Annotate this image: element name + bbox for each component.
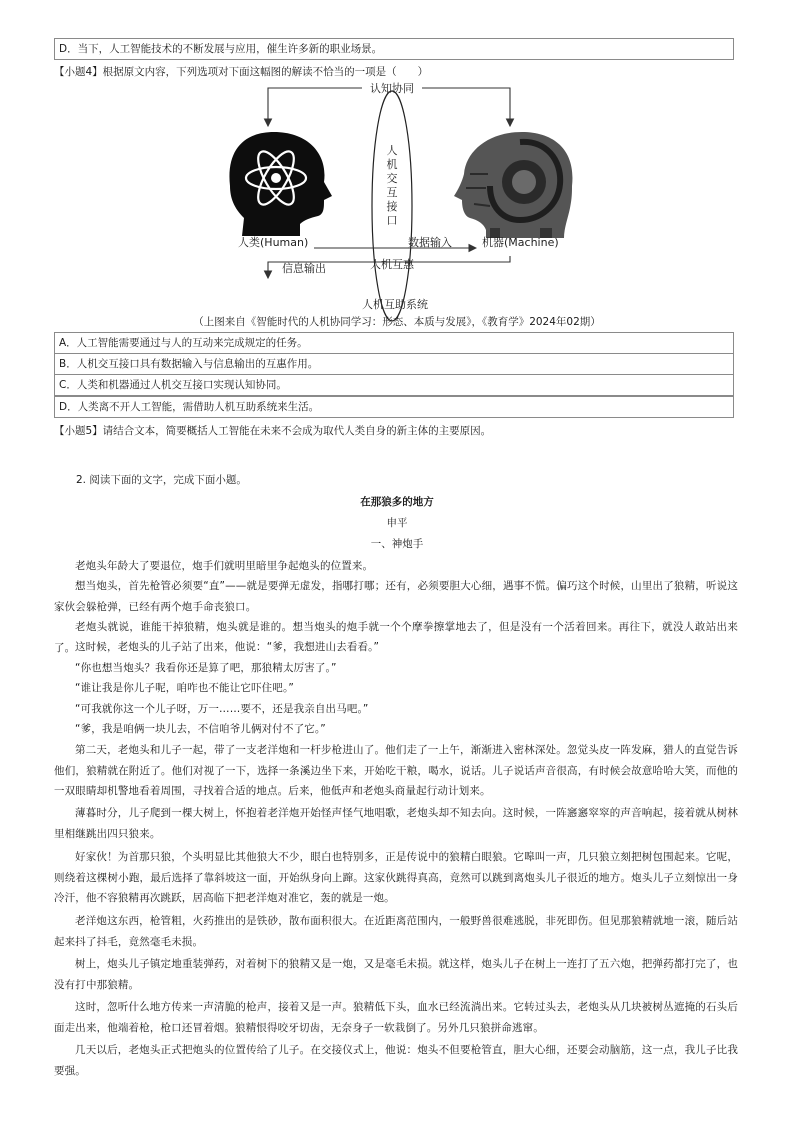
q5-stem: 【小题5】请结合文本，简要概括人工智能在未来不会成为取代人类自身的新主体的主要原因。 [54,425,492,437]
top-arrow-line-right [422,88,510,126]
q4-option-c: C．人类和机器通过人机交互接口实现认知协同。 [54,374,734,396]
svg-text:机: 机 [386,158,398,171]
top-arrow-line-left [268,88,362,126]
paragraph-10: 薄暮时分，儿子爬到一棵大树上，怀抱着老洋炮开始怪声怪气地唱歌，老炮头却不知去向。这时候，一阵窸窸窣窣的声音响起，接着就从树林里相继跳出四只狼来。 [54,807,738,840]
q4-option-b: B．人机交互接口具有数据输入与信息输出的互惠作用。 [54,353,734,375]
human-label: 人类(Human) [238,236,309,249]
paragraph-9: 第二天，老炮头和儿子一起，带了一支老洋炮和一杆步枪进山了。他们走了一上午，渐渐进入密林深处。忽觉头皮一阵发麻，猎人的直觉告诉他们，狼精就在附近了。他们对视了一下，选择一条溪边坐下来，开始吃干粮，喝水，说话。儿子说话声音很高，有时候会故意哈哈大笑，而他的一双眼睛却机警地看着周围，寻找着合适的地点。后来，他低声和老炮头商量起行动计划来。 [54,744,738,797]
story-author: 申平 [386,517,408,529]
section2-intro: 2. 阅读下面的文字，完成下面小题。 [76,474,247,486]
chapter-title: 一、神炮手 [370,538,424,550]
q4-option-d: D．人类离不开人工智能，需借助人机互助系统来生活。 [54,396,734,418]
svg-text:人: 人 [386,144,398,157]
q4-option-a: A．人工智能需要通过与人的互动来完成规定的任务。 [54,332,734,354]
paragraph-1: 老炮头年龄大了要退位，炮手们就明里暗里争起炮头的位置来。 [75,560,374,572]
paragraph-13: 树上，炮头儿子镇定地重装弹药，对着树下的狼精又是一炮，又是毫毛未损。就这样，炮头儿子在树上一连打了五六炮，把弹药都打完了，也没有打中那狼精。 [54,958,738,991]
paragraph-8: “爹，我是咱俩一块儿去，不信咱爷儿俩对付不了它。” [75,723,326,735]
human-machine-diagram [220,78,580,318]
q3-option-d: D．当下，人工智能技术的不断发展与应用，催生许多新的职业场景。 [54,38,734,60]
paragraph-12: 老洋炮这东西，枪管粗，火药推出的是铁砂，散布面积很大。在近距离范围内，一般野兽很难逃脱，非死即伤。但见那狼精就地一滚，随后站起来抖了抖毛，竟然毫毛未损。 [54,915,738,948]
info-output-label: 信息输出 [282,262,326,275]
interface-label [387,144,398,227]
machine-label: 机器(Machine) [482,236,559,249]
svg-text:接: 接 [386,200,398,213]
svg-text:交: 交 [386,172,398,185]
story-title: 在那狼多的地方 [360,496,434,508]
paragraph-3: 老炮头就说，谁能干掉狼精，炮头就是谁的。想当炮头的炮手就一个个摩拳擦掌地去了，但是没有一个活着回来。再往下，就没人敢站出来了。 [54,621,738,654]
diagram-source: （上图来自《智能时代的人机协同学习：形态、本质与发展》，《教育学》2024年02期） [193,316,601,328]
paragraph-14: 这时，忽听什么地方传来一声清脆的枪声，接着又是一声。狼精低下头，血水已经流淌出来。它转过头去，老炮头从几块被树丛遮掩的石头后面走出来，他端着枪，枪口还冒着烟。狼精恨得咬牙切齿，无奈身子一软栽倒了。另外几只狼拼命逃窜。 [54,1001,738,1034]
paragraph-6: “谁让我是你儿子呢，咱咋也不能让它吓住吧。” [75,682,294,694]
data-input-label: 数据输入 [408,236,452,249]
q4-stem: 【小题4】根据原文内容，下列选项对下面这幅图的解读不恰当的一项是（ ） [54,66,429,78]
svg-text:互: 互 [386,186,398,199]
paragraph-11: 好家伙！为首那只狼，个头明显比其他狼大不少，眼白也特别多，正是传说中的狼精白眼狼。它嗥叫一声，几只狼立刻把树包围起来。它呢，则绕着这棵树小跑，最后选择了靠斜坡这一面，开始纵身向上蹿。这家伙跳得真高，竟然可以跳到离炮头儿子很近的地方。炮头儿子立刻惊出一身冷汗，他不容狼精再次跳跃，居高临下把老洋炮对准它，轰的就是一炮。 [54,851,738,904]
paragraph-15: 几天以后，老炮头正式把炮头的位置传给了儿子。在交接仪式上，他说：炮头不但要枪管直，胆大心细，还要会动脑筋，这一点，我儿子比我要强。 [54,1044,738,1077]
paragraph-5: “你也想当炮头？我看你还是算了吧，那狼精太厉害了。” [75,662,337,674]
paragraph-4: 这时候，老炮头的儿子站了出来，他说：“爹，我想进山去看看。” [75,641,380,653]
paragraph-7: “可我就你这一个儿子呀，万一……要不，还是我亲自出马吧。” [75,703,369,715]
human-head-icon [229,132,332,236]
system-label: 人机互助系统 [362,298,428,311]
svg-text:口: 口 [386,214,398,227]
mutual-benefit-label: 人机互惠 [370,258,414,271]
paragraph-2: 想当炮头，首先枪管必须要“直”——就是要弹无虚发，指哪打哪；还有，必须要胆大心细，遇事不慌。偏巧这个时候，山里出了狼精，听说这家伙会躲枪弹，已经有两个炮手命丧狼口。 [54,580,738,613]
machine-head-icon [454,132,572,238]
top-label: 认知协同 [370,82,414,95]
